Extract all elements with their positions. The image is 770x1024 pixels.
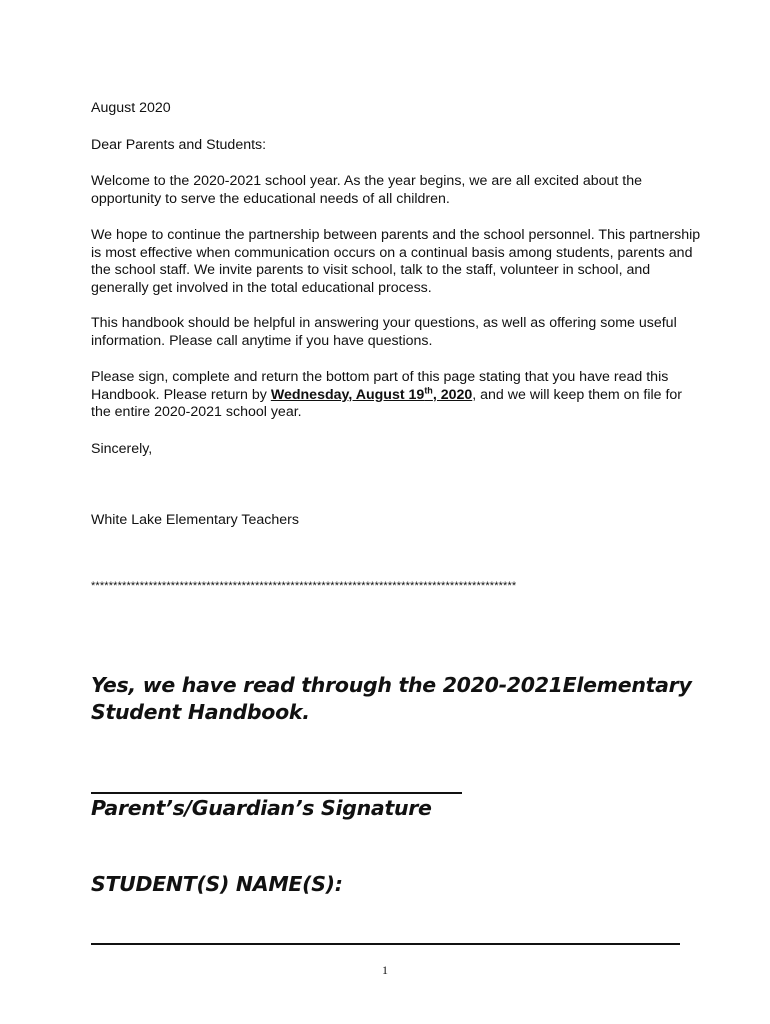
handbook-paragraph: This handbook should be helpful in answering your questions, as well as offering some useful information. Please call anytime if you have questions. xyxy=(91,315,677,349)
signature-label: Parent’s/Guardian’s Signature xyxy=(91,796,432,820)
return-deadline-year: , 2020 xyxy=(432,386,473,403)
student-names-label: STUDENT(S) NAME(S): xyxy=(91,872,343,896)
return-deadline xyxy=(270,384,473,403)
signature-line[interactable] xyxy=(91,792,462,794)
letter-closing: Sincerely, xyxy=(91,441,153,457)
letter-date: August 2020 xyxy=(91,100,171,116)
handbook-confirmation-statement: Yes, we have read through the 2020-2021Elementary Student Handbook. xyxy=(91,673,692,724)
cut-line-separator: ************************************************************************************************ xyxy=(91,580,517,592)
letter-signoff: White Lake Elementary Teachers xyxy=(91,512,299,528)
partnership-paragraph: We hope to continue the partnership between parents and the school personnel. This partnership is most effective when communication occurs on a continual basis among students, parents and the school staff. We invite parents to visit school, talk to the staff, volunteer in school, and generally get involved in the total educational process. xyxy=(91,227,701,296)
student-names-line[interactable] xyxy=(91,943,680,945)
return-instructions-tail: , and we will keep them on file for the entire 2020-2021 school year. xyxy=(91,386,683,421)
return-deadline-day: Wednesday, August 19 xyxy=(270,386,425,403)
page-number: 1 xyxy=(382,963,388,977)
welcome-paragraph: Welcome to the 2020-2021 school year. As the year begins, we are all excited about the opportunity to serve the educational needs of all children. xyxy=(91,173,643,207)
return-instructions-paragraph xyxy=(91,369,701,422)
return-instructions-text: Please sign, complete and return the bottom part of this page stating that you have read this Handbook. Please return by xyxy=(91,369,669,403)
letter-greeting: Dear Parents and Students: xyxy=(91,137,267,153)
return-deadline-ordinal: th xyxy=(424,384,433,395)
